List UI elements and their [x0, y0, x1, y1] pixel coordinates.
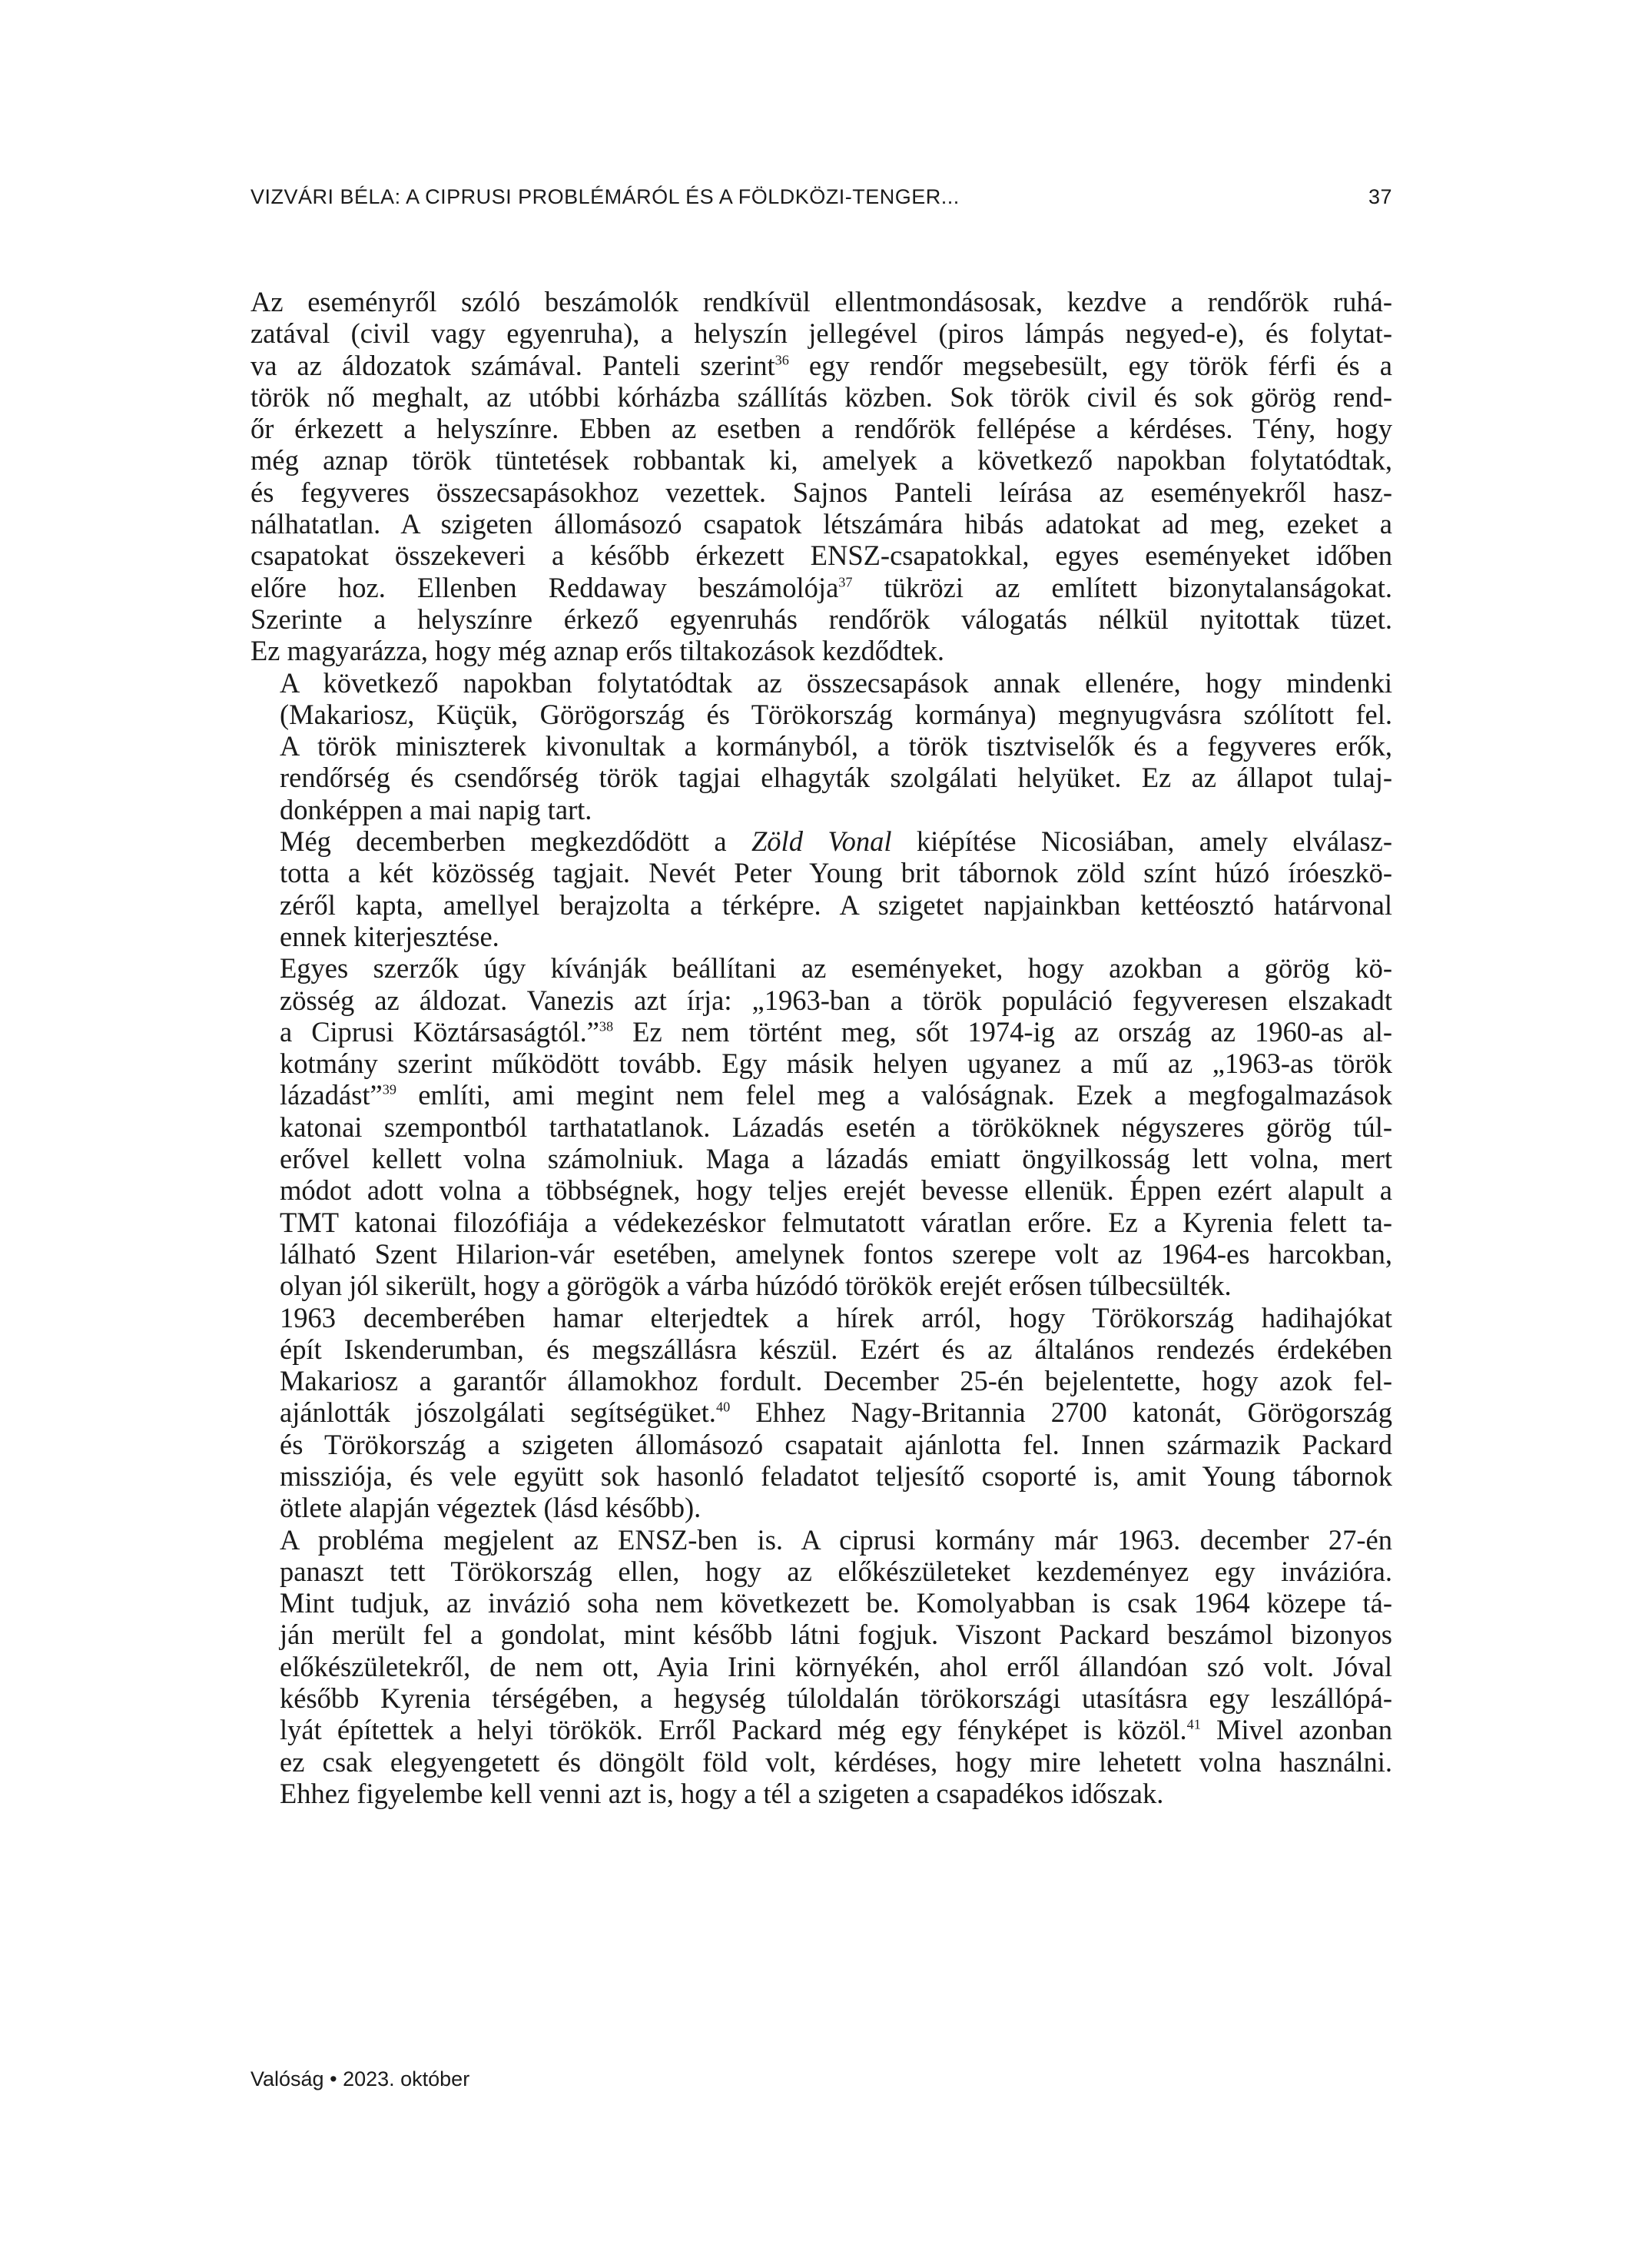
text-line: lázadást”$^{39}$ említi, ami megint nem felel meg a valóságnak. Ezek a megfogalmazások	[280, 1079, 1392, 1111]
text-line: később Kyrenia térségében, a hegység túloldalán törökországi utasításra egy leszállópá-	[280, 1682, 1392, 1715]
text-line: épít Iskenderumban, és megszállásra készül. Ezért és az általános rendezés érdekében	[280, 1333, 1392, 1365]
text-line: Ehhez figyelembe kell venni azt is, hogy a tél a szigeten a csapadékos időszak.	[280, 1777, 1164, 1809]
paragraph	[250, 1302, 1392, 1524]
text-line: A következő napokban folytatódtak az összecsapások annak ellenére, hogy mindenki	[280, 666, 1392, 699]
issue-date: 2023. október	[343, 2067, 470, 2090]
text-line: és Törökország a szigeten állomásozó csapatait ajánlotta fel. Innen származik Packard	[280, 1428, 1392, 1460]
text-line: ján merült fel a gondolat, mint később látni fogjuk. Viszont Packard beszámol bizonyos	[280, 1619, 1392, 1651]
text-line: missziója, és vele együtt sok hasonló feladatot teljesítő csoporté is, amit Young tábornok	[280, 1459, 1392, 1492]
text-line: zösség az áldozat. Vanezis azt írja: „1963-ban a török populáció fegyveresen elszakadt	[280, 984, 1392, 1016]
footnote-ref[interactable]: 37	[838, 573, 853, 589]
footer-separator: •	[330, 2067, 337, 2090]
running-header	[250, 181, 1392, 212]
paragraph	[250, 286, 1392, 667]
text-line: TMT katonai filozófiája a védekezéskor felmutatott váratlan erőre. Ez a Kyrenia felett ta-	[280, 1206, 1392, 1238]
text-line: Még decemberben megkezdődött a Zöld Vonal kiépítése Nicosiában, amely elválasz-	[280, 825, 1392, 858]
paragraph	[250, 952, 1392, 1301]
text-line: lyát építettek a helyi törökök. Erről Packard még egy fényképet is közöl.$^{41}$ Mivel azonban	[280, 1714, 1392, 1746]
paragraph	[250, 1524, 1392, 1810]
text-line: előkészületekről, de nem ott, Ayia Irini környékén, ahol erről állandóan szó volt. Jóval	[280, 1650, 1392, 1682]
footnote-ref[interactable]: 39	[382, 1081, 396, 1097]
text-line: még aznap török tüntetések robbantak ki, amelyek a következő napokban folytatódtak,	[250, 444, 1392, 477]
text-line: Az eseményről szóló beszámolók rendkívül ellentmondásosak, kezdve a rendőrök ruhá-	[250, 286, 1392, 317]
text-line: katonai szempontból tarthatatlanok. Lázadás esetén a törököknek négyszeres görög túl-	[280, 1111, 1392, 1143]
text-line: Szerinte a helyszínre érkező egyenruhás rendőrök válogatás nélkül nyitottak tüzet.	[250, 603, 1392, 635]
text-line: lálható Szent Hilarion-vár esetében, amelynek fontos szerepe volt az 1964-es harcokban,	[280, 1237, 1392, 1270]
emphasis-text: Zöld Vonal	[751, 825, 892, 858]
text-line: módot adott volna a többségnek, hogy teljes erejét bevesse ellenük. Éppen ezért alapult a	[280, 1174, 1392, 1207]
footnote-ref[interactable]: 40	[715, 1399, 731, 1415]
text-line: csapatokat összekeveri a később érkezett ENSZ-csapatokkal, egyes eseményeket időben	[250, 540, 1392, 572]
text-line: török nő meghalt, az utóbbi kórházba szállítás közben. Sok török civil és sok görög rend-	[250, 380, 1392, 413]
journal-name: Valóság	[250, 2067, 324, 2090]
text-line: donképpen a mai napig tart.	[280, 793, 592, 825]
paragraph	[250, 825, 1392, 952]
paragraph	[250, 667, 1392, 825]
text-line: ötlete alapján végeztek (lásd később).	[280, 1492, 702, 1524]
text-line: (Makariosz, Küçük, Görögország és Törökország kormánya) megnyugvásra szólított fel.	[280, 698, 1392, 730]
text-line: Mint tudjuk, az invázió soha nem következett be. Komolyabban is csak 1964 közepe tá-	[280, 1587, 1392, 1619]
text-line: A probléma megjelent az ENSZ-ben is. A ciprusi kormány már 1963. december 27-én	[280, 1523, 1392, 1556]
footnote-ref[interactable]: 38	[599, 1018, 614, 1034]
page-number: 37	[1368, 184, 1392, 208]
text-line: előre hoz. Ellenben Reddaway beszámolója$^{37}$ tükrözi az említett bizonytalanságokat.	[250, 571, 1392, 603]
text-line: olyan jól sikerült, hogy a görögök a várba húzódó törökök erejét erősen túlbecsülték.	[280, 1270, 1232, 1302]
article-body	[250, 286, 1392, 1809]
text-line: erővel kellett volna számolniuk. Maga a lázadás emiatt öngyilkosság lett volna, mert	[280, 1143, 1392, 1175]
text-line: őr érkezett a helyszínre. Ebben az esetben a rendőrök fellépése a kérdéses. Tény, hogy	[250, 413, 1392, 445]
footnote-ref[interactable]: 36	[775, 351, 789, 367]
text-line: és fegyveres összecsapásokhoz vezettek. Sajnos Panteli leírása az eseményekről hasz-	[250, 476, 1392, 508]
text-line: zatával (civil vagy egyenruha), a helyszín jellegével (piros lámpás negyed-e), és folytat-	[250, 317, 1392, 350]
text-line: ajánlották jószolgálati segítségüket.$^{40}$ Ehhez Nagy-Britannia 2700 katonát, Görögország	[280, 1396, 1392, 1429]
text-line: ez csak elegyengetett és döngölt föld volt, kérdéses, hogy mire lehetett volna használni.	[280, 1745, 1392, 1778]
text-line: zéről kapta, amellyel berajzolta a térképre. A szigetet napjainkban kettéosztó határvonal	[280, 888, 1392, 921]
text-line: 1963 decemberében hamar elterjedtek a hírek arról, hogy Törökország hadihajókat	[280, 1301, 1392, 1333]
text-line: va az áldozatok számával. Panteli szerint$^{36}$ egy rendőr megsebesült, egy török férfi és a	[250, 349, 1392, 381]
text-line: panaszt tett Törökország ellen, hogy az előkészületeket kezdeményez egy invázióra.	[280, 1555, 1392, 1587]
text-line: rendőrség és csendőrség török tagjai elhagyták szolgálati helyüket. Ez az állapot tulaj-	[280, 762, 1392, 794]
text-line: kotmány szerint működött tovább. Egy másik helyen ugyanez a mű az „1963-as török	[280, 1048, 1392, 1080]
running-title: VIZVÁRI BÉLA: A CIPRUSI PROBLÉMÁRÓL ÉS A FÖLDKÖZI-TENGER...	[250, 184, 960, 208]
text-line: a Ciprusi Köztársaságtól.”$^{38}$ Ez nem történt meg, sőt 1974-ig az ország az 1960-as al-	[280, 1015, 1392, 1048]
text-line: Egyes szerzők úgy kívánják beállítani az eseményeket, hogy azokban a görög kö-	[280, 952, 1392, 985]
text-line: Ez magyarázza, hogy még aznap erős tiltakozások kezdődtek.	[250, 635, 944, 667]
text-line: nálhatatlan. A szigeten állomásozó csapatok létszámára hibás adatokat ad meg, ezeket a	[250, 508, 1392, 540]
page-footer	[250, 2067, 469, 2091]
footnote-ref[interactable]: 41	[1186, 1716, 1201, 1732]
text-line: ennek kiterjesztése.	[280, 920, 499, 952]
text-line: A török miniszterek kivonultak a kormányból, a török tisztviselők és a fegyveres erők,	[280, 730, 1392, 762]
text-line: Makariosz a garantőr államokhoz fordult. December 25-én bejelentette, hogy azok fel-	[280, 1365, 1392, 1397]
text-line: totta a két közösség tagjait. Nevét Peter Young brit tábornok zöld színt húzó íróeszkö-	[280, 857, 1392, 889]
